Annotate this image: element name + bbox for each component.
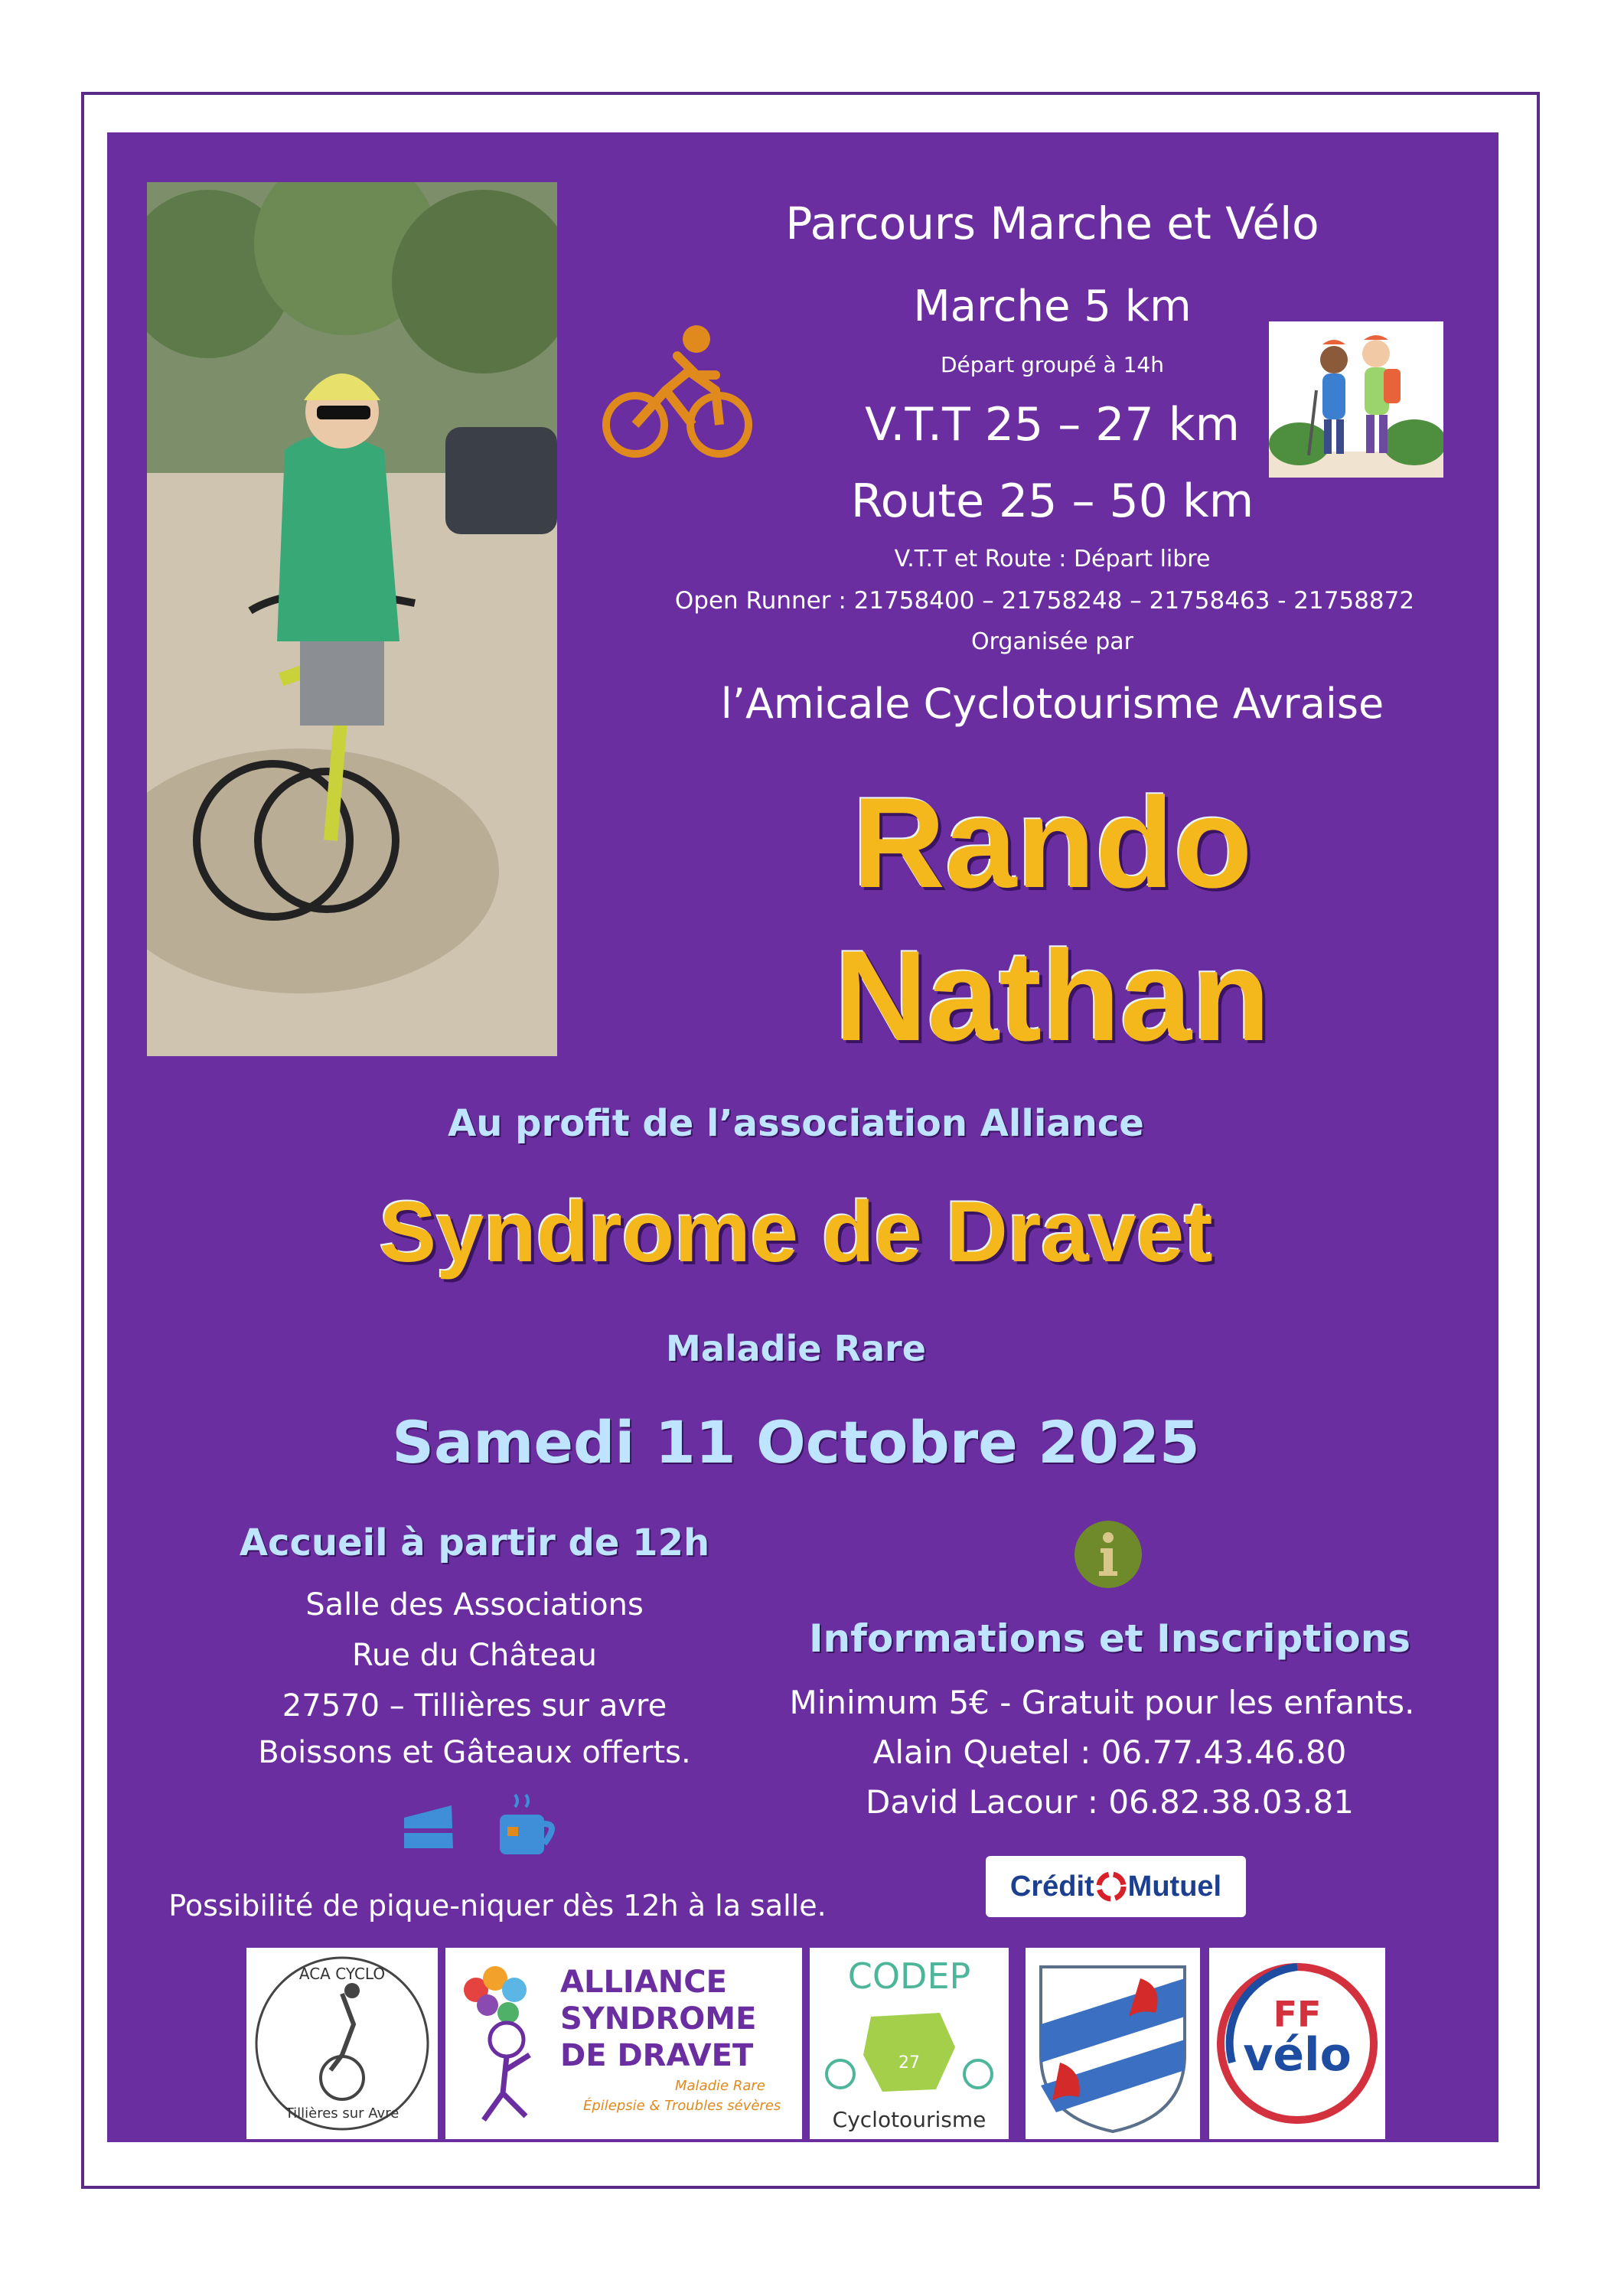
mtb-distance: V.T.T 25 – 27 km (865, 398, 1240, 452)
alliance-text-1: ALLIANCE (560, 1965, 727, 2000)
organiser-name: l’Amicale Cyclotourisme Avraise (720, 680, 1384, 728)
reception-line: Salle des Associations (305, 1587, 644, 1623)
credit-mutuel-logo (986, 1856, 1246, 1917)
codep-logo (810, 1948, 1009, 2139)
alliance-dravet-logo (445, 1948, 802, 2139)
ff-velo-logo (1209, 1948, 1385, 2139)
aca-bottom-text: Tillières sur Avre (285, 2105, 399, 2122)
credit-mutuel-text-1: Crédit (1009, 1870, 1094, 1903)
organised-by: Organisée par (970, 628, 1134, 655)
info-title: Informations et Inscriptions (808, 1616, 1411, 1661)
coffee-cup-icon (494, 1787, 563, 1860)
benefit-text: Au profit de l’association Alliance (448, 1102, 1144, 1145)
info-line: Alain Quetel : 06.77.43.46.80 (872, 1733, 1347, 1771)
aca-cyclo-logo (246, 1948, 438, 2139)
velo-text: vélo (1243, 2028, 1352, 2082)
credit-mutuel-text-2: Mutuel (1127, 1870, 1222, 1903)
codep-subtitle: Cyclotourisme (832, 2107, 986, 2132)
alliance-text-2: SYNDROME (560, 2001, 757, 2037)
alliance-text-3: DE DRAVET (560, 2038, 754, 2073)
road-distance: Route 25 – 50 km (850, 475, 1254, 528)
cause-note: Maladie Rare (666, 1328, 926, 1369)
info-line: Minimum 5€ - Gratuit pour les enfants. (789, 1684, 1415, 1721)
cause-title: Syndrome de Dravet (379, 1184, 1213, 1280)
credit-mutuel-mark-icon (1096, 1871, 1127, 1902)
rider-photo (147, 182, 557, 1056)
ff-text: FF (1273, 1994, 1322, 2035)
info-icon (1073, 1519, 1143, 1590)
event-date: Samedi 11 Octobre 2025 (392, 1408, 1200, 1476)
picnic-note: Possibilité de pique-niquer dès 12h à la salle. (168, 1889, 827, 1923)
free-departure: V.T.T et Route : Départ libre (894, 546, 1211, 572)
codep-map-icon (810, 2001, 1009, 2101)
info-line: David Lacour : 06.82.38.03.81 (866, 1783, 1354, 1821)
hikers-illustration (1269, 321, 1443, 478)
aca-top-text: ACA CYCLO (298, 1965, 386, 1983)
codep-text: CODEP (847, 1955, 971, 1997)
title-parcours: Parcours Marche et Vélo (785, 197, 1319, 249)
alliance-text-4: Maladie Rare (675, 2078, 765, 2094)
reception-line: Rue du Château (351, 1638, 598, 1673)
reception-line: Boissons et Gâteaux offerts. (258, 1735, 691, 1770)
town-coat-of-arms (1026, 1948, 1200, 2139)
walk-departure: Départ groupé à 14h (941, 352, 1164, 377)
event-name-line2: Nathan (834, 924, 1270, 1068)
alliance-text-5: Épilepsie & Troubles sévères (583, 2098, 781, 2114)
reception-title: Accueil à partir de 12h (239, 1521, 710, 1564)
bicycle-icon (601, 318, 754, 463)
cake-icon (398, 1795, 459, 1856)
walk-distance: Marche 5 km (913, 282, 1192, 331)
codep-number: 27 (898, 2053, 920, 2073)
open-runner-ids: Open Runner : 21758400 – 21758248 – 21758463 - 21758872 (674, 587, 1415, 615)
event-name-line1: Rando (852, 771, 1253, 915)
reception-line: 27570 – Tillières sur avre (282, 1688, 667, 1724)
